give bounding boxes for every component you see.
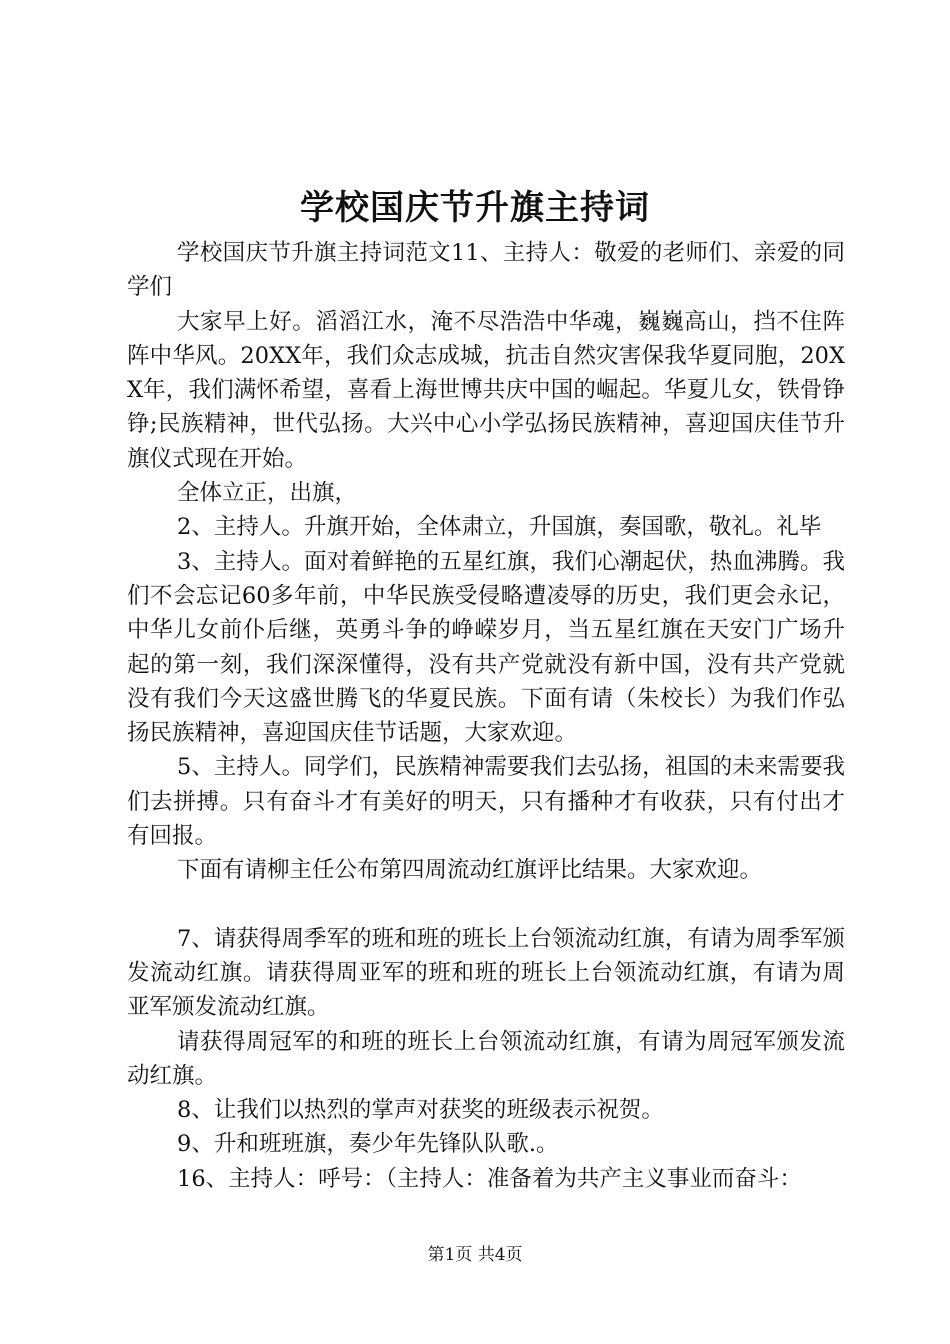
paragraph-greeting: 大家早上好。滔滔江水，淹不尽浩浩中华魂，巍巍高山，挡不住阵阵中华风。20XX年，我们众志成城，抗击自然灾害保我华夏同胞，20XX年，我们满怀希望，喜看上海世博共庆中国的崛起。华夏儿女，铁骨铮铮;民族精神，世代弘扬。大兴中心小学弘扬民族精神，喜迎国庆佳节升旗仪式现在开始。 xyxy=(127,308,845,472)
document-body xyxy=(127,236,845,1196)
document-title: 学校国庆节升旗主持词 xyxy=(300,188,650,228)
paragraph-class-flag: 9、升和班班旗，奏少年先锋队队歌.。 xyxy=(177,1131,559,1158)
paragraph-third-second-place: 7、请获得周季军的班和班的班长上台领流动红旗，有请为周季军颁发流动红旗。请获得周亚军的班和班的班长上台领流动红旗，有请为周亚军颁发流动红旗。 xyxy=(127,925,845,1021)
paragraph-speech-intro: 3、主持人。面对着鲜艳的五星红旗，我们心潮起伏，热血沸腾。我们不会忘记60多年前，中华民族受侵略遭凌辱的历史，我们更会永记，中华儿女前仆后继，英勇斗争的峥嵘岁月，当五星红旗在天安门广场升起的第一刻，我们深深懂得，没有共产党就没有新中国，没有共产党就没有我们今天这盛世腾飞的华夏民族。下面有请（朱校长）为我们作弘扬民族精神，喜迎国庆佳节话题，大家欢迎。 xyxy=(127,548,845,747)
page-number-footer: 第1页 共4页 xyxy=(427,1245,523,1265)
paragraph-attention: 全体立正，出旗， xyxy=(177,480,358,507)
paragraph-intro: 学校国庆节升旗主持词范文11、主持人：敬爱的老师们、亲爱的同学们 xyxy=(127,240,845,301)
paragraph-flag-raising: 2、主持人。升旗开始，全体肃立，升国旗，奏国歌，敬礼。礼毕 xyxy=(177,514,822,541)
paragraph-call-response: 16、主持人：呼号：（主持人：准备着为共产主义事业而奋斗： xyxy=(177,1165,802,1192)
paragraph-first-place: 请获得周冠军的和班的班长上台领流动红旗，有请为周冠军颁发流动红旗。 xyxy=(127,1028,845,1089)
paragraph-national-spirit: 5、主持人。同学们，民族精神需要我们去弘扬，祖国的未来需要我们去拼搏。只有奋斗才有美好的明天，只有播种才有收获，只有付出才有回报。 xyxy=(127,754,845,850)
paragraph-results-announcement: 下面有请柳主任公布第四周流动红旗评比结果。大家欢迎。 xyxy=(177,857,763,884)
paragraph-applause: 8、让我们以热烈的掌声对获奖的班级表示祝贺。 xyxy=(177,1097,664,1124)
